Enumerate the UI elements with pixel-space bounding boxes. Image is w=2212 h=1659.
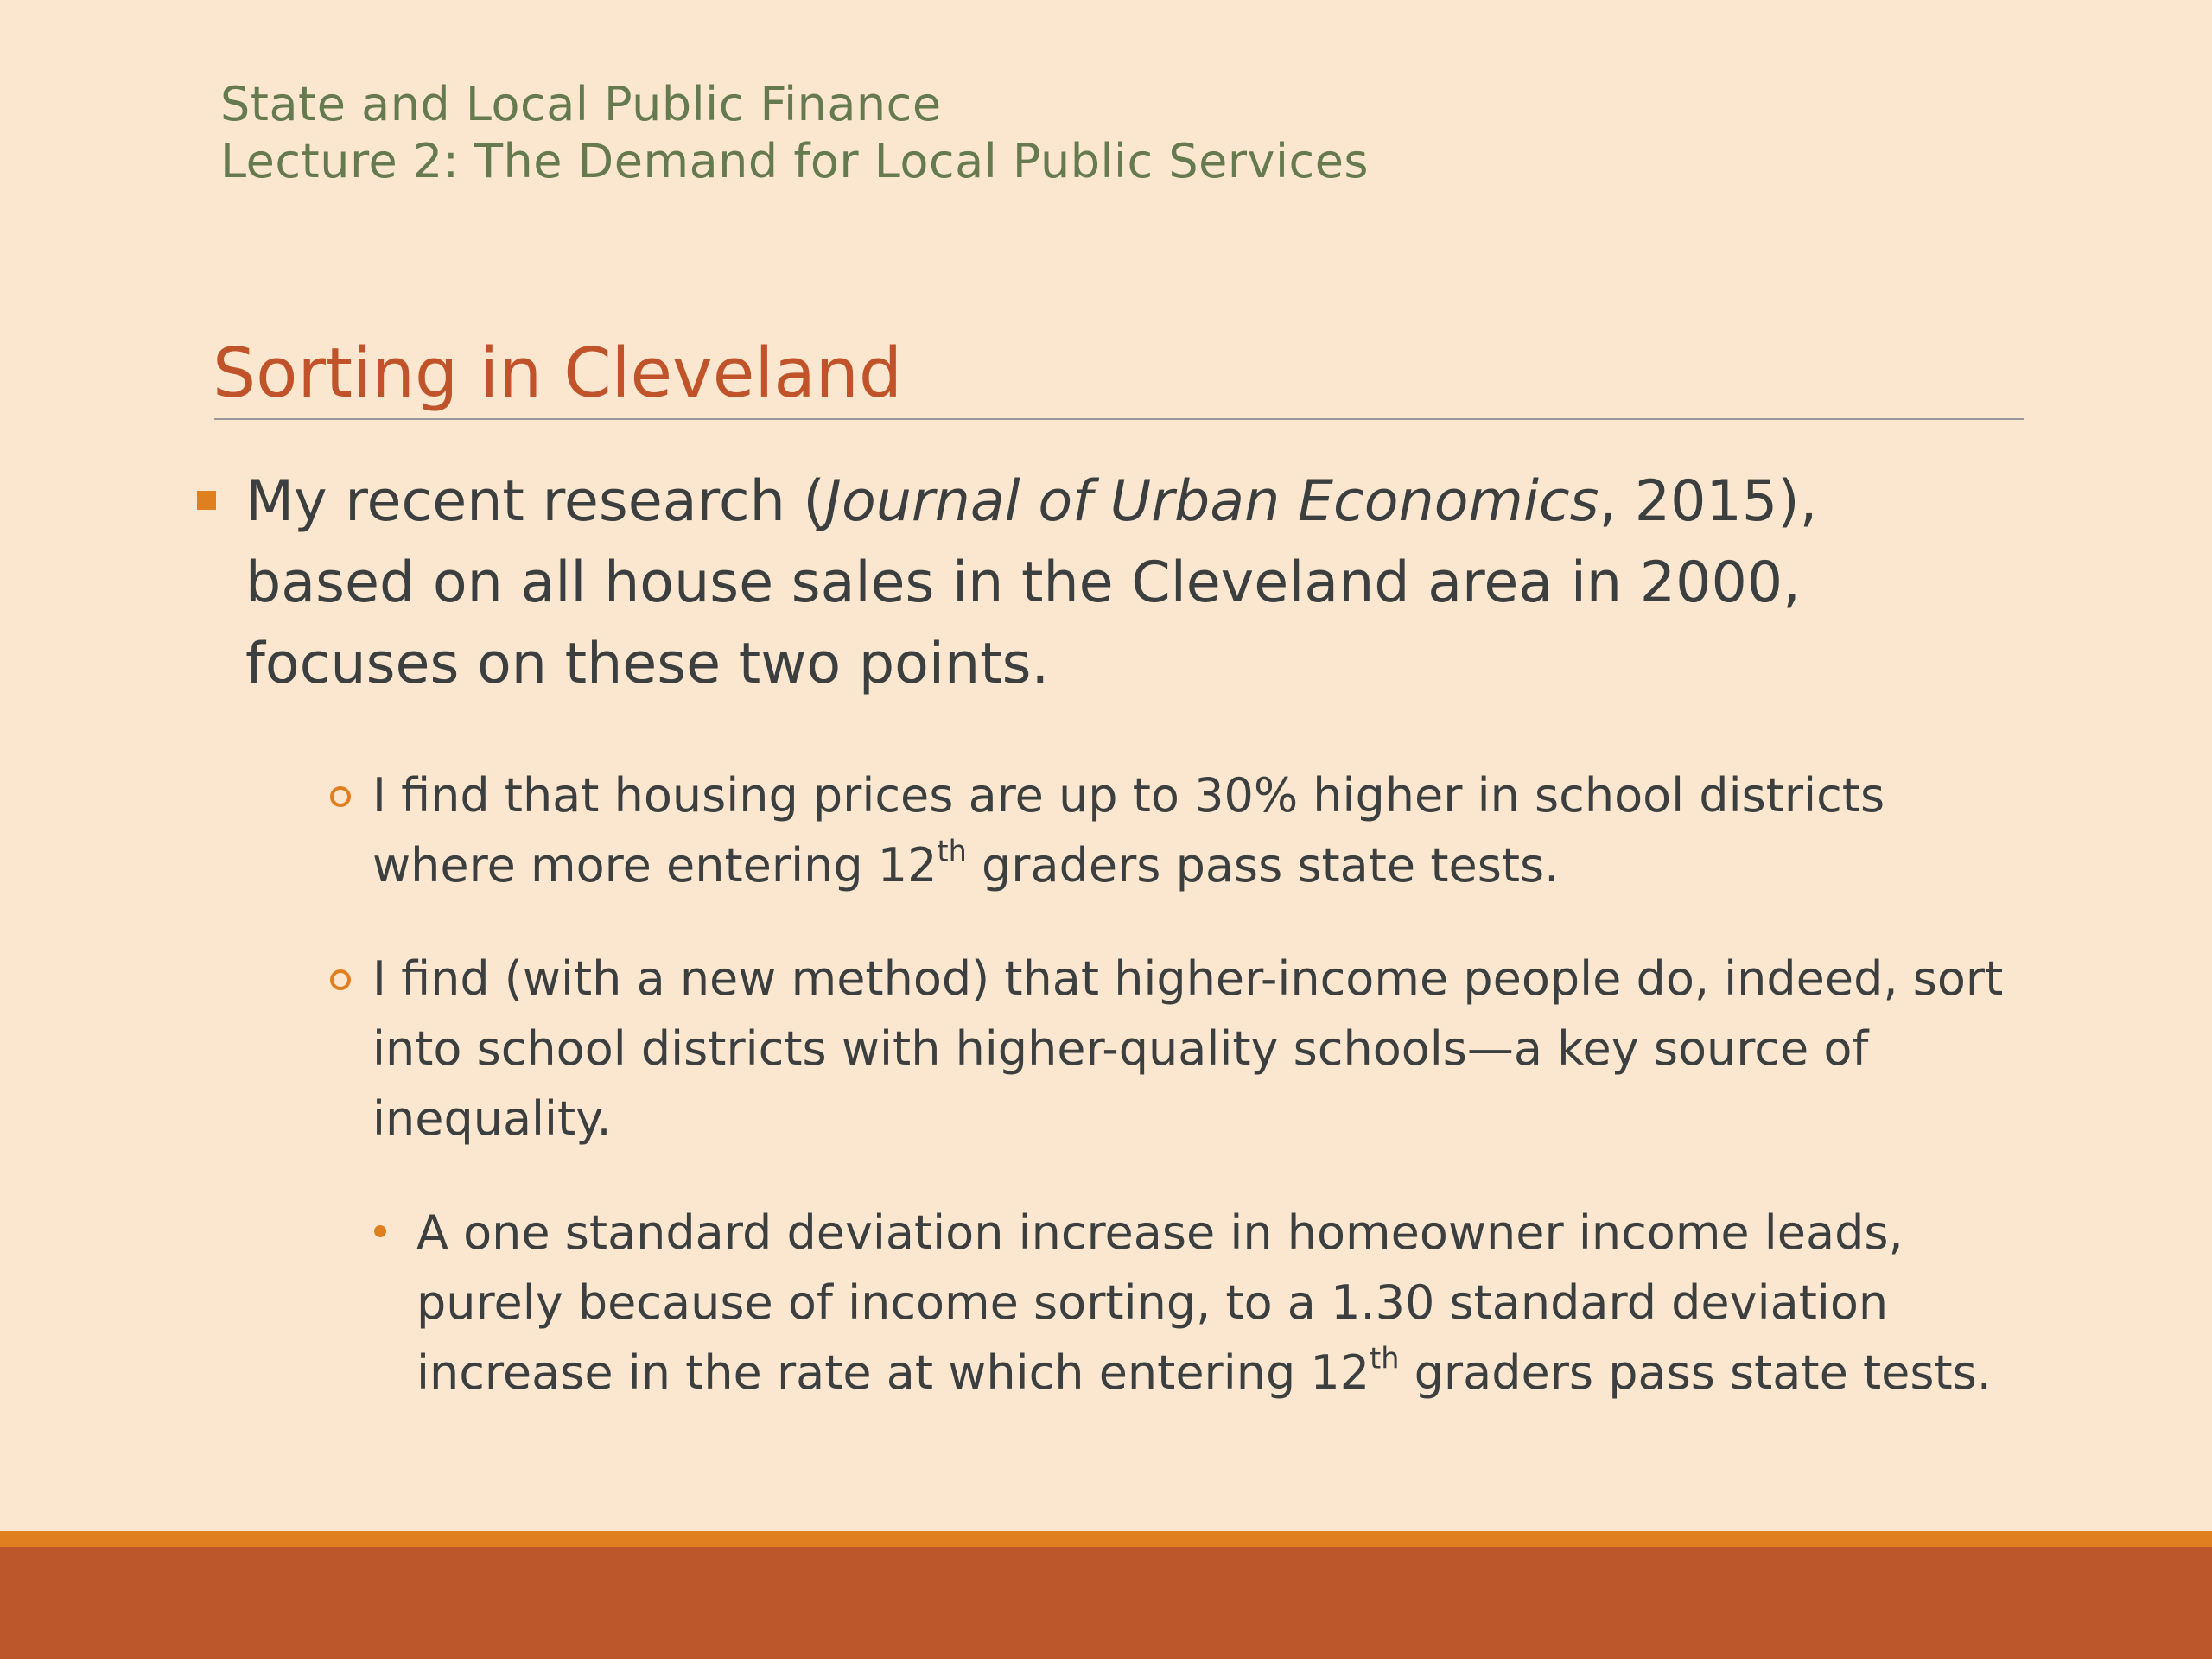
bullet-income-sorting: [372, 944, 2031, 1154]
bullet-housing-post: graders pass state tests.: [966, 838, 1560, 893]
ordinal-suffix: th: [1370, 1341, 1400, 1376]
bullet-housing-prices: [372, 760, 2031, 900]
bullet-research-pre: My recent research (: [245, 469, 825, 534]
ordinal-suffix: th: [937, 834, 967, 868]
dot-bullet-icon: [374, 1225, 386, 1237]
title-divider: [214, 418, 2024, 420]
slide-title: Sorting in Cleveland: [213, 334, 902, 413]
bullet-research-post: , 2015), based on all house sales in the Cleveland area in 2000, focuses on these two points.: [245, 469, 1818, 696]
journal-name: Journal of Urban Economics: [824, 469, 1599, 534]
circle-bullet-icon: [330, 969, 351, 990]
footer-bar: [0, 1547, 2212, 1659]
lecture-title: Lecture 2: The Demand for Local Public Services: [220, 134, 1370, 188]
circle-bullet-icon: [330, 786, 351, 807]
footer-accent-stripe: [0, 1531, 2212, 1547]
bullet-research: [245, 461, 1991, 705]
slide-header: [220, 76, 1369, 190]
square-bullet-icon: [197, 491, 216, 510]
bullet-std-post: graders pass state tests.: [1399, 1345, 1992, 1400]
bullet-income-text: I find (with a new method) that higher-income people do, indeed, sort into school districts with higher-quality schools—a key source of inequality.: [372, 951, 2004, 1146]
course-title: State and Local Public Finance: [220, 77, 942, 131]
bullet-housing-pre: I find that housing prices are up to 30% higher in school districts where more entering 12: [372, 768, 1885, 893]
bullet-std-pre: A one standard deviation increase in homeowner income leads, purely because of income sorting, to a 1.30 standard deviation increase in the rate at which entering 12: [416, 1205, 1904, 1400]
bullet-std-deviation: [416, 1198, 2041, 1408]
